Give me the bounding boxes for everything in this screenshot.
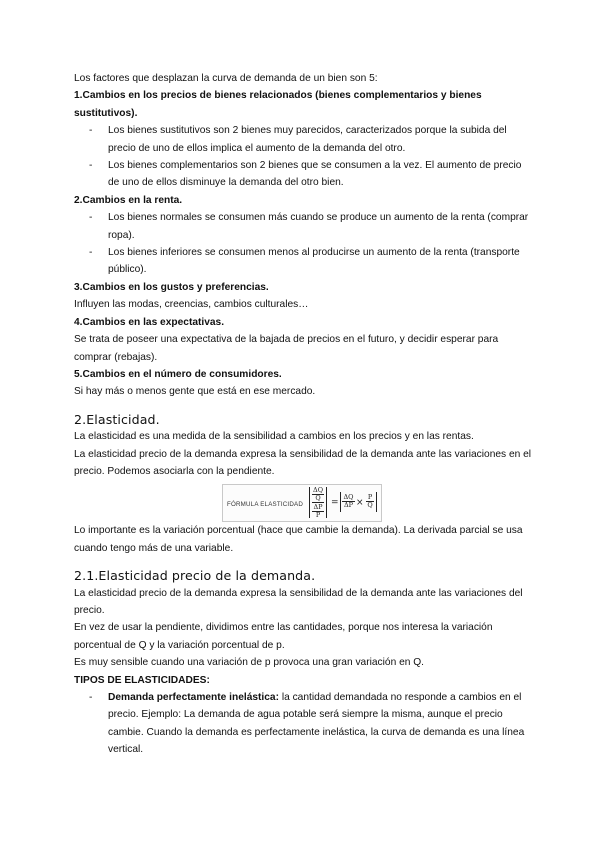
precio-paragraph-1: La elasticidad precio de la demanda expresa la sensibilidad de la demanda ante las variaciones del precio. bbox=[74, 587, 523, 616]
p-over-q-fraction bbox=[366, 494, 374, 509]
section-3-heading: 3.Cambios en los gustos y preferencias. bbox=[74, 281, 269, 293]
r-den: ΔP bbox=[343, 501, 354, 510]
elasticity-formula-image bbox=[222, 484, 382, 522]
section-5-heading: 5.Cambios en el número de consumidores. bbox=[74, 368, 282, 380]
list-item bbox=[74, 209, 532, 244]
list-item-text: Los bienes inferiores se consumen menos al producirse un aumento de la renta (transporte público). bbox=[108, 247, 520, 276]
dp-over-p-fraction bbox=[312, 504, 324, 519]
dash-bullet-icon: - bbox=[89, 247, 93, 259]
elasticidad-paragraph-1: La elasticidad es una medida de la sensibilidad a cambios en los precios y en las rentas. bbox=[74, 431, 474, 443]
elasticidad-title: 2.Elasticidad. bbox=[74, 411, 160, 427]
dq-num: ΔQ bbox=[313, 486, 324, 495]
abs-bar-left bbox=[309, 487, 310, 518]
list-item bbox=[74, 244, 532, 279]
list-item bbox=[74, 122, 532, 157]
elasticidad-precio-title: 2.1.Elasticidad precio de la demanda. bbox=[74, 568, 316, 584]
q-den-2: Q bbox=[367, 501, 373, 510]
dq-over-dp-fraction bbox=[342, 494, 355, 509]
elasticidad-paragraph-2: La elasticidad precio de la demanda expresa la sensibilidad de la demanda ante las variaciones en el precio. Podemos asociarla con la pendiente. bbox=[74, 448, 532, 477]
abs-bar-right bbox=[326, 487, 327, 518]
list-item-text: Los bienes sustitutivos son 2 bienes muy parecidos, caracterizados porque la subida del precio de uno de ellos implica el aumento de la demanda del otro. bbox=[108, 125, 507, 154]
dash-bullet-icon: - bbox=[89, 692, 93, 703]
r-num: ΔQ bbox=[343, 493, 354, 502]
section-3-text: Influyen las modas, creencias, cambios culturales… bbox=[74, 299, 309, 311]
section-5-text: Si hay más o menos gente que está en ese mercado. bbox=[74, 386, 316, 398]
p-den: P bbox=[315, 511, 321, 520]
times-sign: × bbox=[356, 498, 364, 509]
abs-bar-left-2 bbox=[340, 492, 341, 512]
tipo-1-text: la cantidad demandada no responde a cambios en el precio. Ejemplo: La demanda de agua potable será siempre la misma, aunque el precio cambie. Cuando la demanda es perfectamente inelástica, la curva de demanda es una línea vertical. bbox=[108, 692, 525, 756]
dp-num: ΔP bbox=[313, 503, 323, 512]
abs-bar-right-2 bbox=[376, 492, 377, 512]
list-item bbox=[74, 689, 532, 759]
intro-text: Los factores que desplazan la curva de demanda de un bien son 5: bbox=[74, 73, 378, 84]
tipos-heading: TIPOS DE ELASTICIDADES: bbox=[74, 674, 210, 686]
section-2-heading: 2.Cambios en la renta. bbox=[74, 194, 183, 206]
list-item-text: Los bienes normales se consumen más cuando se produce un aumento de la renta (comprar ropa). bbox=[108, 212, 529, 241]
tipo-1-bold: Demanda perfectamente inelástica: bbox=[108, 692, 279, 703]
section-4-text: Se trata de poseer una expectativa de la bajada de precios en el futuro, y decidir esperar para comprar (rebajas). bbox=[74, 334, 499, 363]
formula-label: FÓRMULA ELASTICIDAD bbox=[227, 501, 304, 509]
section-1-heading: 1.Cambios en los precios de bienes relacionados (bienes complementarios y bienes sustitutivos). bbox=[74, 90, 482, 119]
dash-bullet-icon: - bbox=[89, 212, 93, 224]
section-4-heading: 4.Cambios en las expectativas. bbox=[74, 316, 225, 328]
dq-over-q-fraction bbox=[312, 487, 324, 502]
precio-paragraph-3: Es muy sensible cuando una variación de p provoca una gran variación en Q. bbox=[74, 657, 424, 669]
dash-bullet-icon: - bbox=[89, 125, 93, 137]
p-num: P bbox=[367, 493, 373, 502]
dash-bullet-icon: - bbox=[89, 160, 93, 172]
formula-row bbox=[74, 480, 532, 522]
q-den: Q bbox=[315, 494, 321, 503]
list-item-text: Los bienes complementarios son 2 bienes que se consumen a la vez. El aumento de precio de uno de ellos disminuye la demanda del otro bien. bbox=[108, 160, 522, 189]
list-item bbox=[74, 157, 532, 192]
precio-paragraph-2: En vez de usar la pendiente, dividimos entre las cantidades, porque nos interesa la variación porcentual de Q y la variación porcentual de p. bbox=[74, 622, 493, 651]
elasticidad-paragraph-3: Lo importante es la variación porcentual (hace que cambie la demanda). La derivada parcial se usa cuando tengo más de una variable. bbox=[74, 525, 523, 554]
equals-sign: = bbox=[331, 498, 339, 509]
document-page bbox=[74, 70, 532, 759]
